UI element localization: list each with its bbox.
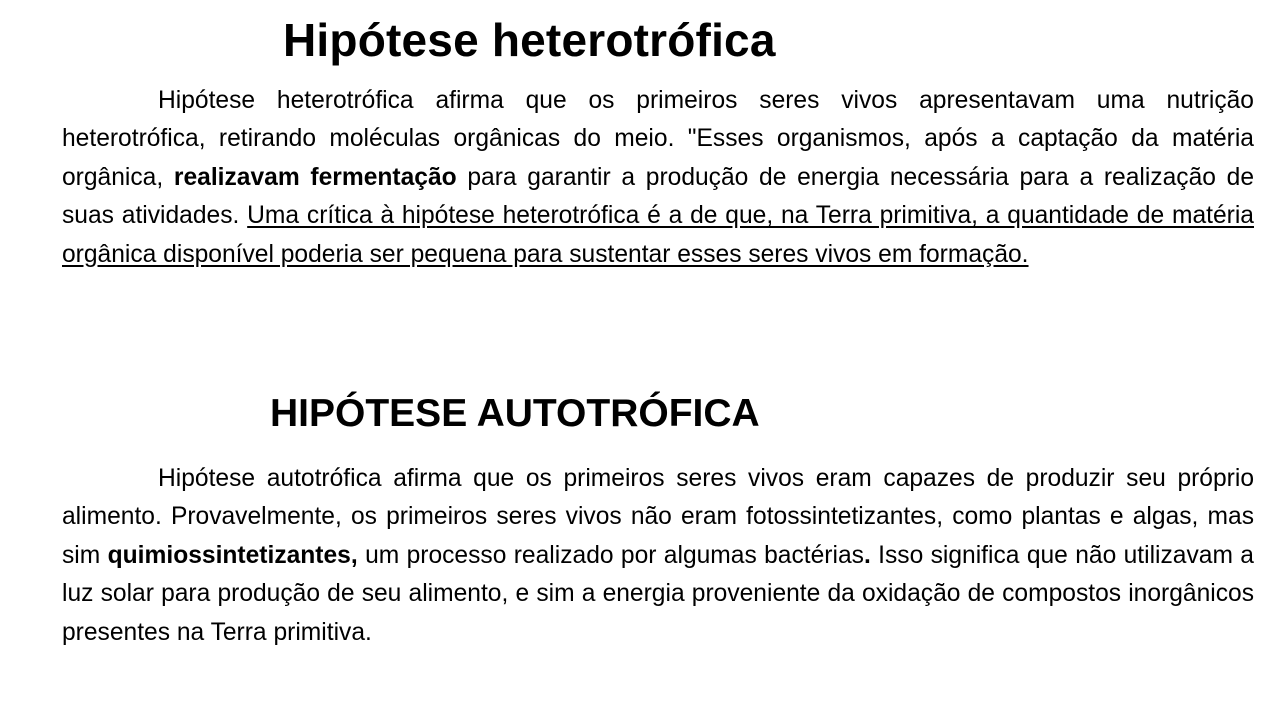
heterotrophic-text-2: para garantir a produção de energia necessária para a realização de suas atividades. <box>62 163 1254 230</box>
autotrophic-text-1: Hipótese autotrófica afirma que os primeiros seres vivos eram capazes de produzir seu próprio alimento. Provavelmente, os primeiros seres vivos não eram fotossintetizantes, como plantas e algas, mas sim <box>62 465 1254 569</box>
autotrophic-title: HIPÓTESE AUTOTRÓFICA <box>270 392 760 435</box>
autotrophic-text-3: Isso significa que não utilizavam a luz solar para produção de seu alimento, e sim a energia proveniente da oxidação de compostos inorgânicos presentes na Terra primitiva. <box>62 541 1254 646</box>
autotrophic-bold-chemosynthetic: quimiossintetizantes, <box>107 541 358 569</box>
autotrophic-text-2: um processo realizado por algumas bactérias <box>357 541 864 569</box>
autotrophic-paragraph <box>62 460 1254 652</box>
heterotrophic-paragraph <box>62 82 1254 274</box>
autotrophic-bold-period: . <box>863 541 871 569</box>
heterotrophic-title: Hipótese heterotrófica <box>283 14 776 66</box>
heterotrophic-bold-fermentation: realizavam fermentação <box>173 163 457 191</box>
heterotrophic-critique-underlined: Uma crítica à hipótese heterotrófica é a de que, na Terra primitiva, a quantidade de matéria orgânica disponível poderia ser pequena para sustentar esses seres vivos em formação. <box>62 202 1254 268</box>
heterotrophic-text-1: Hipótese heterotrófica afirma que os primeiros seres vivos apresentavam uma nutrição heterotrófica, retirando moléculas orgânicas do meio. "Esses organismos, após a captação da matéria orgânica, <box>62 87 1254 191</box>
